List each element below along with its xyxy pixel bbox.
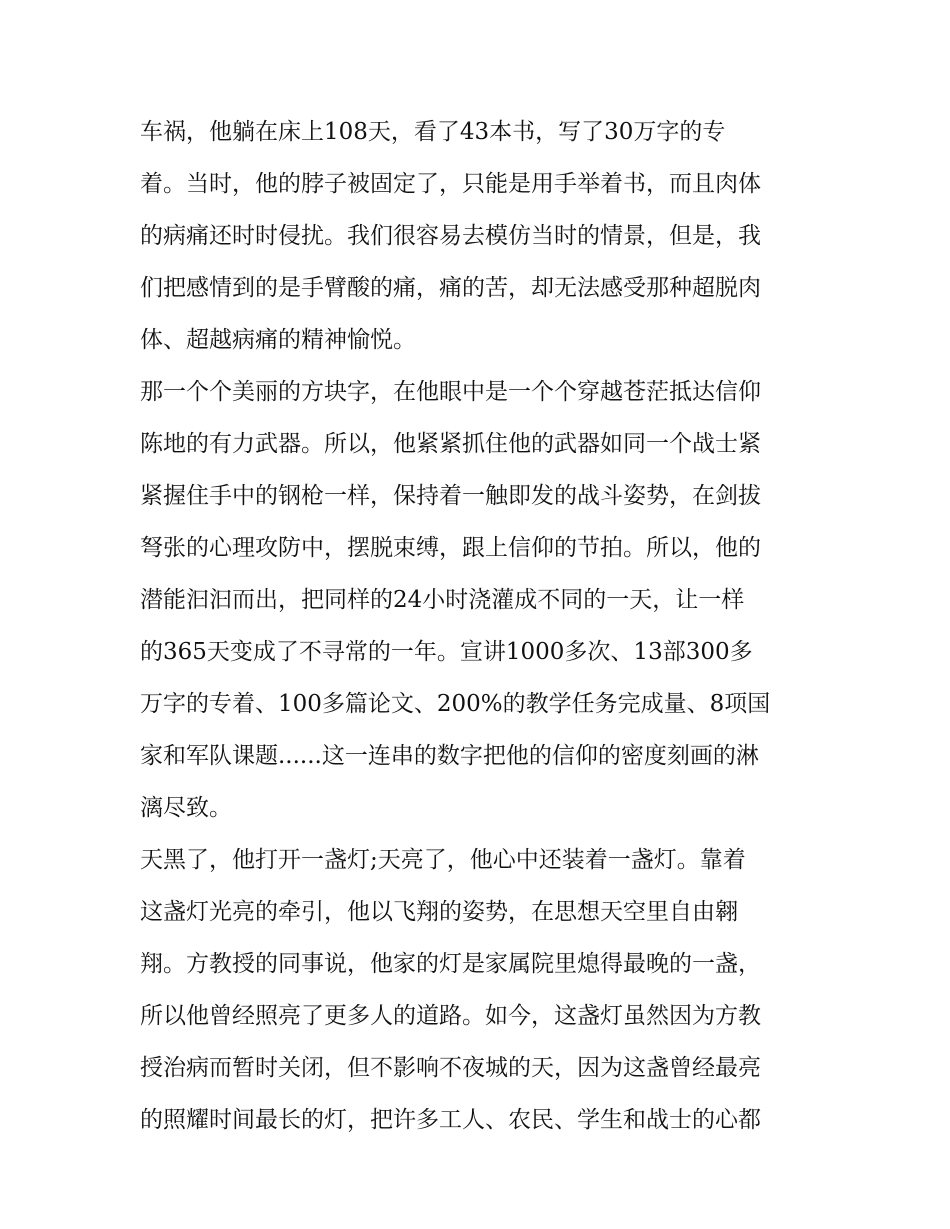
text-line: 天黑了，他打开一盏灯;天亮了，他心中还装着一盏灯。靠着: [140, 847, 746, 873]
text-line: 万字的专着、100多篇论文、200%的教学任务完成量、8项国: [140, 691, 771, 717]
text-line: 紧握住手中的钢枪一样，保持着一触即发的战斗姿势，在剑拔: [140, 483, 761, 509]
body-text: [140, 106, 820, 1146]
text-line: 漓尽致。: [140, 795, 232, 821]
text-line: 授治病而暂时关闭，但不影响不夜城的天，因为这盏曾经最亮: [140, 1055, 761, 1081]
text-line: 弩张的心理攻防中，摆脱束缚，跟上信仰的节拍。所以，他的: [140, 535, 761, 561]
text-line: 体、超越病痛的精神愉悦。: [140, 327, 416, 353]
text-line: 的病痛还时时侵扰。我们很容易去模仿当时的情景，但是，我: [140, 223, 761, 249]
text-line: 那一个个美丽的方块字，在他眼中是一个个穿越苍茫抵达信仰: [140, 379, 761, 405]
text-line: 车祸，他躺在床上108天，看了43本书，写了30万字的专: [140, 119, 726, 145]
text-line: 潜能汩汩而出，把同样的24小时浇灌成不同的一天，让一样: [140, 587, 745, 613]
text-line: 所以他曾经照亮了更多人的道路。如今，这盏灯虽然因为方教: [140, 1003, 761, 1029]
text-line: 的365天变成了不寻常的一年。宣讲1000多次、13部300多: [140, 639, 753, 665]
text-line: 们把感情到的是手臂酸的痛，痛的苦，却无法感受那种超脱肉: [140, 275, 761, 301]
text-line: 的照耀时间最长的灯，把许多工人、农民、学生和战士的心都: [140, 1107, 761, 1133]
text-line: 陈地的有力武器。所以，他紧紧抓住他的武器如同一个战士紧: [140, 431, 761, 457]
text-line: 着。当时，他的脖子被固定了，只能是用手举着书，而且肉体: [140, 171, 761, 197]
text-line: 家和军队课题......这一连串的数字把他的信仰的密度刻画的淋: [140, 743, 759, 769]
text-line: 翔。方教授的同事说，他家的灯是家属院里熄得最晚的一盏，: [140, 951, 761, 977]
text-line: 这盏灯光亮的牵引，他以飞翔的姿势，在思想天空里自由翱: [140, 899, 738, 925]
